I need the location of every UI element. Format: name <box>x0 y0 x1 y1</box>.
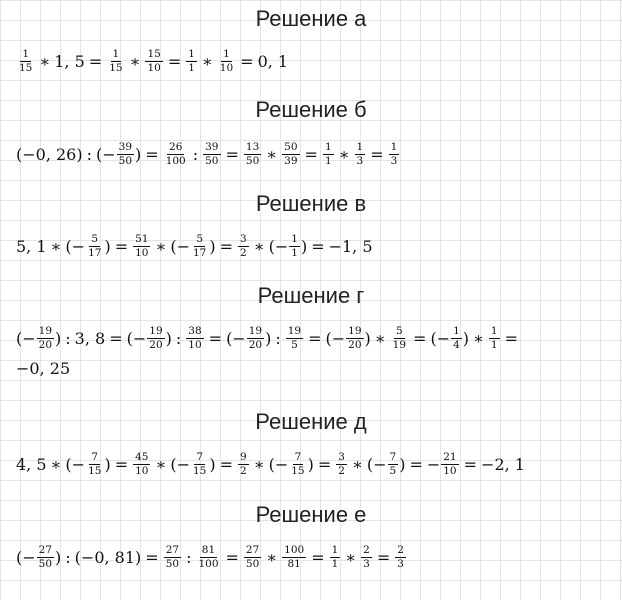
math-operator: = <box>376 547 391 567</box>
fraction <box>17 49 34 74</box>
math-operator: ∗ <box>129 51 141 71</box>
fraction <box>323 142 334 167</box>
fraction-numerator: 3 <box>240 232 247 245</box>
fraction <box>203 142 220 167</box>
math-term: (− <box>16 328 36 348</box>
math-operator: = <box>409 454 423 474</box>
fraction <box>86 452 103 477</box>
math-operator: = <box>225 547 239 567</box>
math-operator: = <box>308 328 322 348</box>
fraction <box>286 326 303 351</box>
fraction-denominator: 3 <box>363 557 370 570</box>
math-term: (− <box>430 328 451 348</box>
equation-v <box>16 226 373 266</box>
fraction-denominator: 17 <box>193 246 207 259</box>
heading-solution-v: Решение в <box>255 191 367 216</box>
fraction <box>451 326 462 351</box>
math-operator: ∗ <box>266 144 278 164</box>
math-operator: ∗ <box>345 547 357 567</box>
fraction <box>147 326 164 351</box>
fraction-denominator: 1 <box>490 338 498 351</box>
heading-solution-a: Решение а <box>255 6 367 31</box>
math-term: ) <box>399 454 406 474</box>
math-operator: = <box>114 236 129 256</box>
math-operator: ∗ <box>473 328 484 348</box>
heading-solution-d: Решение д <box>255 409 367 434</box>
fraction-denominator: 10 <box>135 246 149 259</box>
fraction <box>346 326 363 351</box>
math-operator: = <box>145 144 159 164</box>
fraction <box>86 234 103 259</box>
math-term: ) <box>462 328 470 348</box>
fraction <box>186 326 203 351</box>
fraction-numerator: 7 <box>91 450 99 463</box>
fraction-denominator: 50 <box>205 154 219 167</box>
fraction <box>164 142 188 167</box>
fraction-denominator: 2 <box>240 246 247 259</box>
math-operator: = <box>370 144 384 164</box>
fraction-numerator: 19 <box>248 324 263 337</box>
fraction-numerator: 27 <box>165 543 180 556</box>
fraction-numerator: 51 <box>135 232 149 245</box>
math-operator: = <box>311 236 325 256</box>
fraction-numerator: 7 <box>196 450 204 463</box>
fraction <box>336 452 347 477</box>
fraction-denominator: 3 <box>390 154 398 167</box>
fraction <box>37 326 54 351</box>
fraction <box>289 452 306 477</box>
fraction-numerator: 1 <box>453 324 460 337</box>
math-term: ) <box>55 547 62 567</box>
fraction-denominator: 4 <box>453 338 460 351</box>
math-term: ) <box>104 454 111 474</box>
equation-g-line-1 <box>16 318 522 358</box>
math-operator: ∗ <box>338 144 350 164</box>
fraction <box>244 545 261 570</box>
math-operator: ∗ <box>266 547 278 567</box>
heading-solution-b: Решение б <box>255 97 367 122</box>
fraction-numerator: 27 <box>245 543 260 556</box>
math-operator: = <box>219 236 234 256</box>
math-term: ) <box>209 236 216 256</box>
math-term: 1, 5 <box>54 51 85 71</box>
math-operator: ∗ <box>50 236 62 256</box>
fraction <box>282 142 299 167</box>
math-operator: : <box>192 144 199 164</box>
math-term: (− <box>268 454 289 474</box>
fraction-denominator: 10 <box>443 464 457 477</box>
fraction-denominator: 15 <box>291 464 305 477</box>
math-term: 4, 5 <box>16 454 47 474</box>
fraction-numerator: 1 <box>390 140 398 153</box>
math-term: ) <box>307 454 314 474</box>
fraction-denominator: 81 <box>287 557 301 570</box>
fraction <box>395 545 406 570</box>
fraction-numerator: 1 <box>490 324 498 337</box>
fraction <box>282 545 306 570</box>
fraction <box>133 452 150 477</box>
fraction-numerator: 39 <box>205 140 219 153</box>
fraction-denominator: 1 <box>291 246 298 259</box>
fraction-denominator: 50 <box>245 557 260 570</box>
equation-a <box>16 41 288 81</box>
math-operator: ∗ <box>50 454 62 474</box>
fraction-denominator: 50 <box>165 557 180 570</box>
math-term: (− <box>170 454 190 474</box>
math-term: 3, 8 <box>74 328 106 348</box>
fraction-numerator: 15 <box>147 47 161 60</box>
math-operator: ∗ <box>374 328 386 348</box>
math-operator: ∗ <box>201 51 213 71</box>
fraction-numerator: 1 <box>291 232 298 245</box>
fraction-numerator: 21 <box>443 450 457 463</box>
equation-d <box>16 444 525 484</box>
fraction-denominator: 50 <box>38 557 53 570</box>
equation-g-line-2 <box>16 348 70 388</box>
math-term: (−0, 26) <box>16 144 83 164</box>
math-operator: : <box>275 328 281 348</box>
equation-b <box>16 134 400 174</box>
math-term: ) <box>364 328 371 348</box>
math-operator: = <box>504 328 519 348</box>
fraction-denominator: 17 <box>88 246 102 259</box>
math-operator: ∗ <box>155 236 167 256</box>
fraction-denominator: 10 <box>219 61 234 74</box>
fraction-numerator: 39 <box>118 140 133 153</box>
math-operator: = <box>109 328 123 348</box>
fraction-denominator: 5 <box>389 464 397 477</box>
fraction-numerator: 26 <box>169 140 183 153</box>
math-term: (− <box>126 328 147 348</box>
fraction-numerator: 19 <box>348 324 362 337</box>
math-term: 0, 1 <box>257 51 289 71</box>
math-operator: ∗ <box>351 454 363 474</box>
math-operator: : <box>175 328 182 348</box>
fraction-numerator: 5 <box>91 232 99 245</box>
fraction-denominator: 10 <box>147 61 161 74</box>
fraction <box>186 49 197 74</box>
fraction-numerator: 81 <box>201 543 216 556</box>
fraction-numerator: 9 <box>240 450 247 463</box>
math-term: (− <box>65 236 86 256</box>
math-term: −0, 25 <box>16 358 71 378</box>
math-term: (− <box>226 328 246 348</box>
fraction <box>164 545 181 570</box>
fraction <box>391 326 408 351</box>
fraction-numerator: 1 <box>356 140 364 153</box>
math-operator: = <box>317 454 332 474</box>
fraction <box>388 452 399 477</box>
fraction <box>238 452 249 477</box>
fraction-denominator: 3 <box>397 557 404 570</box>
math-term: −1, 5 <box>328 236 373 256</box>
fraction-denominator: 50 <box>118 154 133 167</box>
fraction-denominator: 20 <box>38 338 53 351</box>
fraction-numerator: 19 <box>38 324 53 337</box>
math-operator: : <box>86 144 92 164</box>
fraction-numerator: 27 <box>38 543 53 556</box>
math-operator: = <box>208 328 223 348</box>
fraction <box>117 142 134 167</box>
fraction-denominator: 20 <box>149 338 163 351</box>
fraction-numerator: 3 <box>338 450 345 463</box>
fraction <box>244 142 261 167</box>
fraction-numerator: 5 <box>196 232 204 245</box>
fraction <box>191 452 208 477</box>
fraction-numerator: 1 <box>112 47 120 60</box>
fraction-denominator: 2 <box>240 464 247 477</box>
fraction-denominator: 15 <box>19 61 33 74</box>
math-term: ) <box>104 236 111 256</box>
fraction <box>107 49 124 74</box>
fraction <box>37 545 54 570</box>
math-operator: = <box>225 144 239 164</box>
fraction-denominator: 15 <box>109 61 123 74</box>
math-term: 5, 1 <box>16 236 47 256</box>
fraction-denominator: 39 <box>284 154 298 167</box>
fraction-denominator: 50 <box>245 154 260 167</box>
math-operator: ∗ <box>253 236 265 256</box>
fraction-denominator: 10 <box>135 464 149 477</box>
fraction-numerator: 7 <box>294 450 302 463</box>
fraction <box>361 545 372 570</box>
fraction-numerator: 1 <box>331 543 339 556</box>
fraction <box>145 49 162 74</box>
math-operator: = <box>463 454 478 474</box>
math-term: ) <box>135 144 142 164</box>
fraction-numerator: 1 <box>223 47 230 60</box>
math-operator: : <box>186 547 192 567</box>
math-term: (− <box>268 236 289 256</box>
fraction-denominator: 15 <box>88 464 102 477</box>
fraction-numerator: 38 <box>188 324 202 337</box>
fraction-denominator: 20 <box>248 338 263 351</box>
fraction <box>330 545 341 570</box>
math-operator: ∗ <box>39 51 51 71</box>
fraction-denominator: 15 <box>193 464 207 477</box>
math-operator: : <box>65 328 71 348</box>
fraction-denominator: 5 <box>291 338 298 351</box>
fraction <box>489 326 500 351</box>
math-term: (− <box>170 236 190 256</box>
math-term: (− <box>96 144 116 164</box>
math-operator: ∗ <box>155 454 167 474</box>
fraction-numerator: 45 <box>135 450 149 463</box>
fraction-numerator: 5 <box>396 324 403 337</box>
math-term: ) <box>265 328 272 348</box>
fraction-numerator: 1 <box>188 47 195 60</box>
math-term: − <box>426 454 441 474</box>
math-operator: = <box>304 144 318 164</box>
fraction-numerator: 1 <box>22 47 30 60</box>
fraction-denominator: 10 <box>188 338 202 351</box>
math-operator: = <box>88 51 103 71</box>
fraction-numerator: 100 <box>284 543 305 556</box>
fraction-numerator: 1 <box>324 140 332 153</box>
fraction <box>133 234 150 259</box>
fraction <box>289 234 300 259</box>
math-operator: = <box>167 51 182 71</box>
fraction <box>389 142 400 167</box>
math-operator: : <box>65 547 71 567</box>
math-term: (− <box>16 547 36 567</box>
fraction-denominator: 100 <box>165 154 186 167</box>
fraction-numerator: 7 <box>389 450 397 463</box>
math-operator: = <box>114 454 129 474</box>
math-operator: = <box>311 547 325 567</box>
math-term: (−0, 81) <box>74 547 142 567</box>
equation-e <box>16 537 407 577</box>
math-term: ) <box>165 328 172 348</box>
math-operator: ∗ <box>253 454 265 474</box>
math-term: (− <box>325 328 346 348</box>
fraction-numerator: 50 <box>284 140 298 153</box>
math-term: ) <box>300 236 308 256</box>
fraction <box>196 545 220 570</box>
math-term: ) <box>209 454 216 474</box>
fraction-numerator: 19 <box>149 324 163 337</box>
fraction-denominator: 19 <box>392 338 407 351</box>
fraction-numerator: 13 <box>245 140 260 153</box>
fraction-denominator: 100 <box>198 557 219 570</box>
fraction-numerator: 2 <box>363 543 370 556</box>
fraction-denominator: 1 <box>324 154 332 167</box>
fraction-denominator: 20 <box>348 338 362 351</box>
heading-solution-g: Решение г <box>257 283 365 308</box>
math-term: (− <box>65 454 86 474</box>
math-operator: = <box>219 454 234 474</box>
fraction <box>355 142 366 167</box>
math-operator: = <box>145 547 159 567</box>
fraction-denominator: 2 <box>338 464 345 477</box>
math-term: (− <box>366 454 387 474</box>
fraction <box>191 234 208 259</box>
fraction-denominator: 1 <box>188 61 195 74</box>
fraction <box>238 234 249 259</box>
math-term: ) <box>55 328 62 348</box>
fraction-denominator: 3 <box>356 154 364 167</box>
math-operator: = <box>240 51 254 71</box>
fraction <box>247 326 264 351</box>
fraction-numerator: 19 <box>287 324 302 337</box>
fraction-numerator: 2 <box>397 543 404 556</box>
heading-solution-e: Решение е <box>255 502 367 527</box>
math-term: −2, 1 <box>481 454 525 474</box>
fraction <box>218 49 235 74</box>
fraction <box>441 452 458 477</box>
fraction-denominator: 1 <box>331 557 339 570</box>
math-operator: = <box>413 328 427 348</box>
